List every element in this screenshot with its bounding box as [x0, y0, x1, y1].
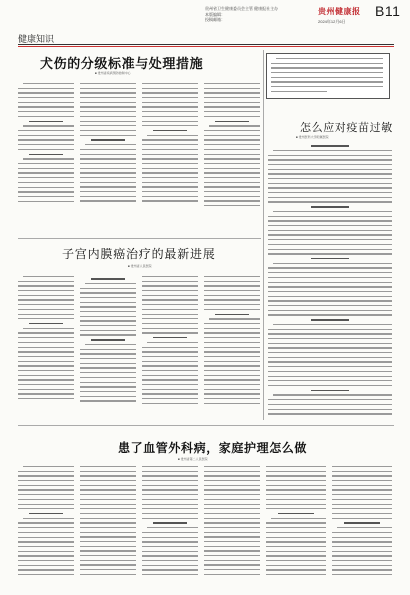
masthead-meta-line2: 本版编辑： [205, 11, 225, 17]
byline-endometriosis: ■ 贵州省人民医院 [128, 264, 152, 268]
subhead [311, 258, 348, 260]
byline-vascular: ■ 贵州省第二人民医院 [178, 457, 208, 461]
article-body-vascular-col4 [204, 466, 260, 590]
byline-vaccine: ■ 贵州医科大学附属医院 [296, 135, 329, 139]
article-body-vascular-col3 [142, 466, 198, 590]
page-number: B11 [375, 3, 401, 19]
editor-note-box [266, 53, 390, 99]
masthead-meta-line3: 投稿邮箱： [205, 17, 225, 22]
section-label: 健康知识 [18, 34, 55, 44]
subhead [311, 390, 348, 392]
article-body-endometriosis-col2 [80, 276, 136, 421]
header-accent-rule [18, 46, 394, 47]
subhead [215, 314, 249, 316]
article-title-vaccine: 怎么应对疫苗过敏 [300, 121, 393, 134]
article-body-vascular-col6 [332, 466, 392, 590]
article-body-endometriosis-col1 [18, 276, 74, 421]
masthead-meta-line1: 贵州省卫生健康委员会主管 健康报社主办 [205, 6, 279, 11]
subhead [153, 130, 187, 132]
article-body-vascular-col1 [18, 466, 74, 590]
article-divider [18, 238, 261, 239]
article-title-rabies: 犬伤的分级标准与处理措施 [40, 57, 204, 72]
subhead [91, 339, 125, 341]
subhead [29, 154, 63, 156]
header-rule [18, 44, 394, 45]
article-body-endometriosis-col3 [142, 276, 198, 421]
subhead [278, 513, 314, 515]
article-body-rabies-col1 [18, 83, 74, 231]
article-divider [18, 425, 394, 426]
subhead [29, 323, 63, 325]
subhead [91, 139, 125, 141]
subhead [311, 145, 348, 147]
subhead [153, 522, 187, 524]
subhead [29, 513, 63, 515]
column-divider [263, 50, 264, 420]
subhead [153, 337, 187, 339]
article-body-vaccine [268, 143, 392, 418]
masthead-meta [205, 6, 315, 23]
article-body-rabies-col3 [142, 83, 198, 231]
issue-date: 2024年12月6日 [318, 19, 346, 24]
editor-note-text [271, 58, 383, 94]
subhead [215, 121, 249, 123]
subhead [311, 319, 348, 321]
article-title-endometriosis: 子宫内膜癌治疗的最新进展 [62, 247, 216, 261]
article-body-vascular-col2 [80, 466, 136, 590]
subhead [29, 121, 63, 123]
article-body-rabies-col2 [80, 83, 136, 231]
paper-name: 贵州健康报 [318, 6, 361, 16]
subhead [311, 206, 348, 208]
article-body-vascular-col5 [266, 466, 326, 590]
article-body-endometriosis-col4 [204, 276, 260, 421]
byline-rabies: ■ 贵州省疾病预防控制中心 [95, 71, 131, 75]
subhead [91, 278, 125, 280]
article-title-vascular: 患了血管外科病，家庭护理怎么做 [118, 441, 308, 455]
article-body-rabies-col4 [204, 83, 260, 231]
subhead [344, 522, 380, 524]
